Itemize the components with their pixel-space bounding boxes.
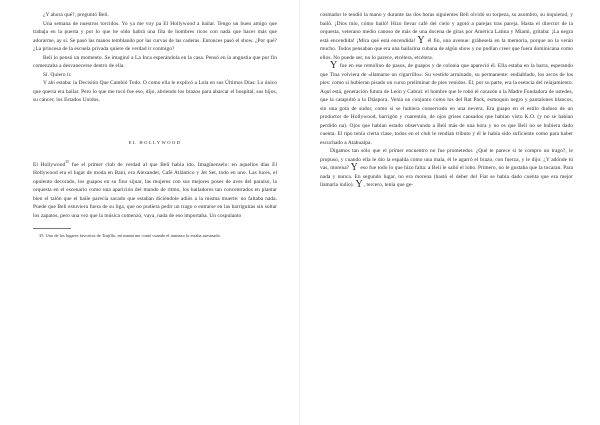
initial-letter: Y bbox=[330, 60, 338, 71]
paragraph-body: fue en ese remolino de pasos, de guapos y de colonia que apareció él. Ella estaba en la barra, esperando que Tina volviera de «llamarse un cigarrillo». Su vestido arruinado, su permanente: endiablado, los arcos de los pies: como si hubieran pisado un curso preliminar de pies venidos. El, por su parte, era la esencia del relajamiento. Aquí está, generación futura de León y Cabral: el hombre que le robó el corazón a la Madre Fundadora de ustedes, que la catapultó a la Diáspora. Venía un conjunto como los del Rat Pack, esmoquin negro y pantalones blancos, sin una gota de sudor, como si se hubiera conservado en una nevera. Era guapo en el estilo dudoso de un productor de Hollywood, barrigón y cuarentón, de ojos grises cansados que habían visto K.O. (y no se habían perdido na). Ojos que habían estado observando a Beli más de una hora y no es que Beli no se hubiera dado cuenta. El tipo tenía cierta clase, todos en el club le rendían tributo y él le había sido suficiente como para haber escuchado a Atahualpa. bbox=[320, 63, 573, 146]
paragraph-body: él fin, una avenue: grábesela en la memoria, porque no la verán mucho. Todos pensaban que era una bailarina cubana de algún show y no podían creer que fuera dominicana como ellos. No puede ser, no lo parece, etcétera, etcétera. bbox=[320, 37, 573, 61]
paragraph bbox=[320, 147, 573, 190]
footnote-ref[interactable]: 35 bbox=[65, 159, 69, 164]
paragraph-body: fue el primer club de verdad al que Beli había ido. Imagínenselo: en aquellos días El Hollywood era el lugar de moda en Baní, era Alexander, Café Atlántico y Jet Set, todo en uno. Las luces, el opulento decorado, los guapos en su fino sijuar, las mujeres con sus mejores poses de aves del paraíso, la orquesta en el escenario como una aparición del mundo de ritmo, los bailadores tan concentrados en plantar bien el talón que el baile parecía sacado que estaban diciéndole adiós a la misma muerte: no faltaba nada. Puede que Beli estuviera fuera de su liga, que no pudiera pedir un trago o entrarse en las barriguitas sin soltar los zapatos, pero una vez que la música comenzó, vaya, nada de eso importaba. Un cospulanto bbox=[33, 161, 278, 219]
paragraph bbox=[320, 11, 573, 62]
paragraph bbox=[320, 62, 573, 147]
right-page bbox=[300, 0, 600, 425]
initial-letter: Y bbox=[355, 179, 363, 190]
paragraph-body: Digamos tan sólo que el primer encuentro no fue prometedor. ¿Qué te parece si te compro un trago?, le propuso, y cuando ella le dio la espalda como una mala, él le agarró el brazo, con fuerza, y le dijo: ¿Y adónde tú vas, morena? bbox=[320, 148, 573, 171]
section-title: EL HOLLYWOOD bbox=[128, 139, 182, 145]
paragraph-lead: El Hollywood bbox=[33, 161, 66, 168]
paragraph-body: eso fue todo lo que hizo falta: a Beli le salió el lobo. Primero, no le gustaba que la tocaran. Para nada y nunca. En segundo lugar, no era morena (bastó el deber del Fiat se había dado cuenta que era mejor llamarla indio). bbox=[320, 165, 573, 188]
paragraph: Una semana de nuestros torcidos. Yo ya me voy pa El Hollywood a bailar. Tengo un buen amigo que trabaja en la puerta y por lo que he oído habrá una fila de hombres ricos con nada que hacer más que adorarme, ay sí. Se pasó las manos temblando por las curvas de las caderas. Entonces pasó el show. ¿Por qué? ¿La princesa de la escuela privada quiere de verdad ir conmigo? bbox=[33, 20, 277, 52]
initial-letter: Y bbox=[417, 34, 425, 46]
footnote-divider bbox=[33, 228, 71, 229]
paragraph: ¿Y ahora qué?, preguntó Beli. bbox=[43, 12, 109, 18]
paragraph-body: cosmador le tendió la mano y durante las dos horas siguientes Beli olvidó su torpeza, su asombro, su inquietud, y bailó. ¡Dios mío, cómo bailó! Hizo llevar café del cielo y agotó a parejas tras pareja. Hasta el director de la orquesta, veterano medio canoso de más de una docena de giras por América Latina y Miami, gritaba: ¡La negra está encendida! ¡Mira qué está encendida! bbox=[320, 12, 573, 44]
paragraph bbox=[33, 161, 277, 221]
paragraph: Sí. Quiero ir. bbox=[43, 71, 72, 78]
initial-letter: Y bbox=[350, 162, 358, 173]
footnote: 35. Uno de los lugares favoritos de Trujillo, mi mamá me contó cuando el tramazo lo estaba asesinado. bbox=[39, 233, 221, 238]
paragraph-body: , tercero, tenía que ge- bbox=[363, 182, 414, 188]
paragraph: Beli lo pensó un momento. Se imaginó a La Inca esperándola en la casa. Pensó en la angustia que por fin comenzaba a desvanecerse dentro de ella. bbox=[33, 54, 277, 69]
paragraph: Y ahí estaba: la Decisión Que Cambió Todo. O como ella le explicó a Lola en sus Últimos Días: Lo único que quería era bailar. Pero lo que me tocó fue eso, dijo, abriendo los brazos para abarcar el hospital, sus hijos, su cáncer, los Estados Unidos. bbox=[33, 80, 277, 103]
